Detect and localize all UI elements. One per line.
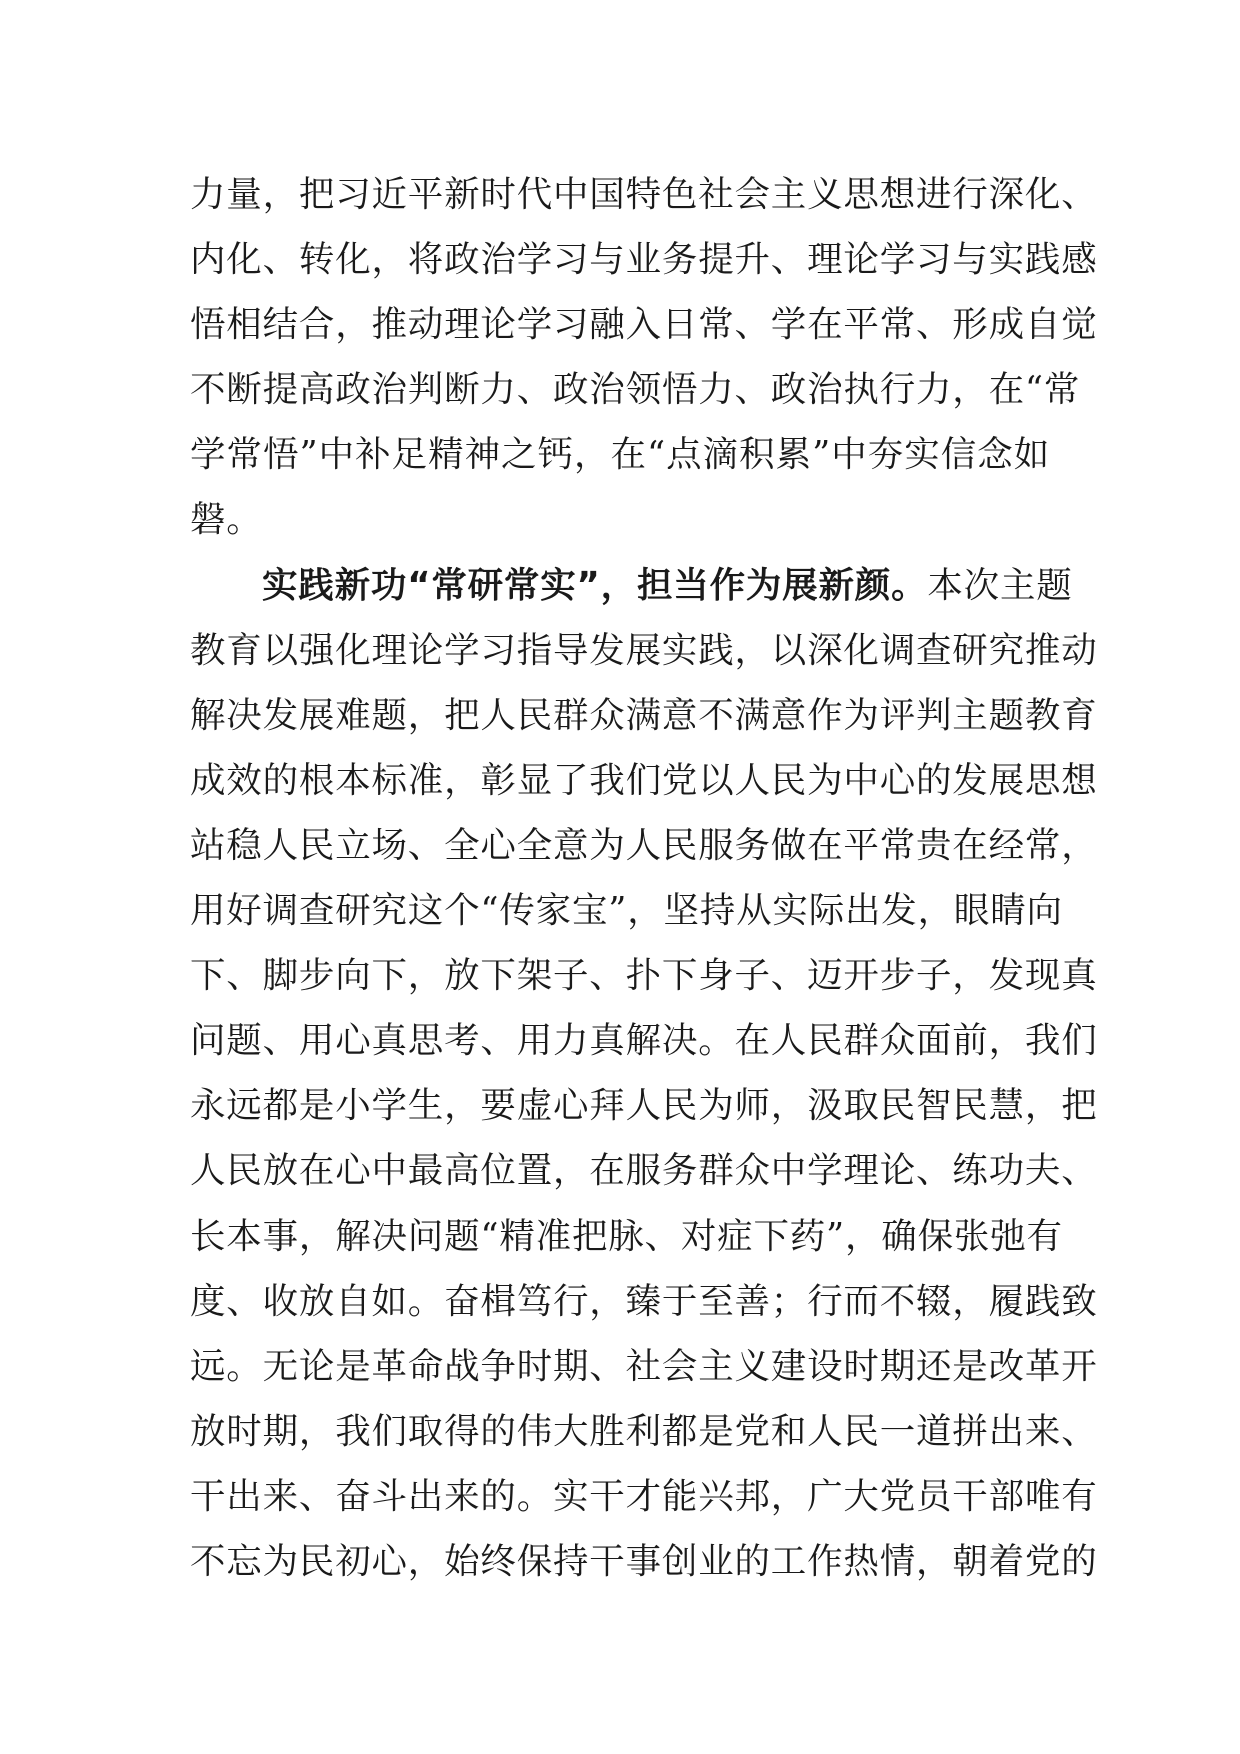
- text-line: 远。无论是革命战争时期、社会主义建设时期还是改革开: [190, 1345, 1098, 1387]
- text-line: 放时期，我们取得的伟大胜利都是党和人民一道拼出来、: [190, 1410, 1098, 1452]
- text-fragment: 本次主题: [927, 564, 1073, 606]
- text-line: 成效的根本标准，彰显了我们党以人民为中心的发展思想: [190, 759, 1098, 801]
- text-line: 不忘为民初心，始终保持干事创业的工作热情，朝着党的: [190, 1540, 1098, 1582]
- section-heading: 实践新功“常研常实”，担当作为展新颜。: [262, 564, 928, 606]
- paragraph-1: [190, 162, 1098, 553]
- text-line: 长本事，解决问题“精准把脉、对症下药”，确保张弛有: [190, 1215, 1063, 1257]
- paragraph-2-first-line: [190, 553, 1073, 618]
- text-line: 解决发展难题，把人民群众满意不满意作为评判主题教育: [190, 694, 1098, 736]
- text-line: 干出来、奋斗出来的。实干才能兴邦，广大党员干部唯有: [190, 1475, 1098, 1517]
- text-line: 学常悟”中补足精神之钙，在“点滴积累”中夯实信念如: [190, 434, 1050, 476]
- text-line: 问题、用心真思考、用力真解决。在人民群众面前，我们: [190, 1020, 1098, 1062]
- text-line: 磐。: [190, 499, 263, 541]
- text-line: 下、脚步向下，放下架子、扑下身子、迈开步子，发现真: [190, 955, 1098, 997]
- text-line: 力量，把习近平新时代中国特色社会主义思想进行深化、: [190, 174, 1098, 215]
- text-line: 站稳人民立场、全心全意为人民服务做在平常贵在经常，: [190, 824, 1098, 866]
- text-line: 人民放在心中最高位置，在服务群众中学理论、练功夫、: [190, 1150, 1098, 1192]
- text-line: 用好调查研究这个“传家宝”，坚持从实际出发，眼睛向: [190, 890, 1063, 932]
- text-line: 度、收放自如。奋楫笃行，臻于至善；行而不辍，履践致: [190, 1280, 1098, 1322]
- text-line: 不断提高政治判断力、政治领悟力、政治执行力，在“常: [190, 369, 1081, 411]
- text-line: 教育以强化理论学习指导发展实践，以深化调查研究推动: [190, 629, 1098, 671]
- text-line: 悟相结合，推动理论学习融入日常、学在平常、形成自觉: [190, 304, 1098, 346]
- paragraph-2: [190, 553, 1098, 1595]
- text-line: 永远都是小学生，要虚心拜人民为师，汲取民智民慧，把: [190, 1085, 1098, 1127]
- text-line: 内化、转化，将政治学习与业务提升、理论学习与实践感: [190, 239, 1098, 281]
- body-text: [190, 162, 1098, 1594]
